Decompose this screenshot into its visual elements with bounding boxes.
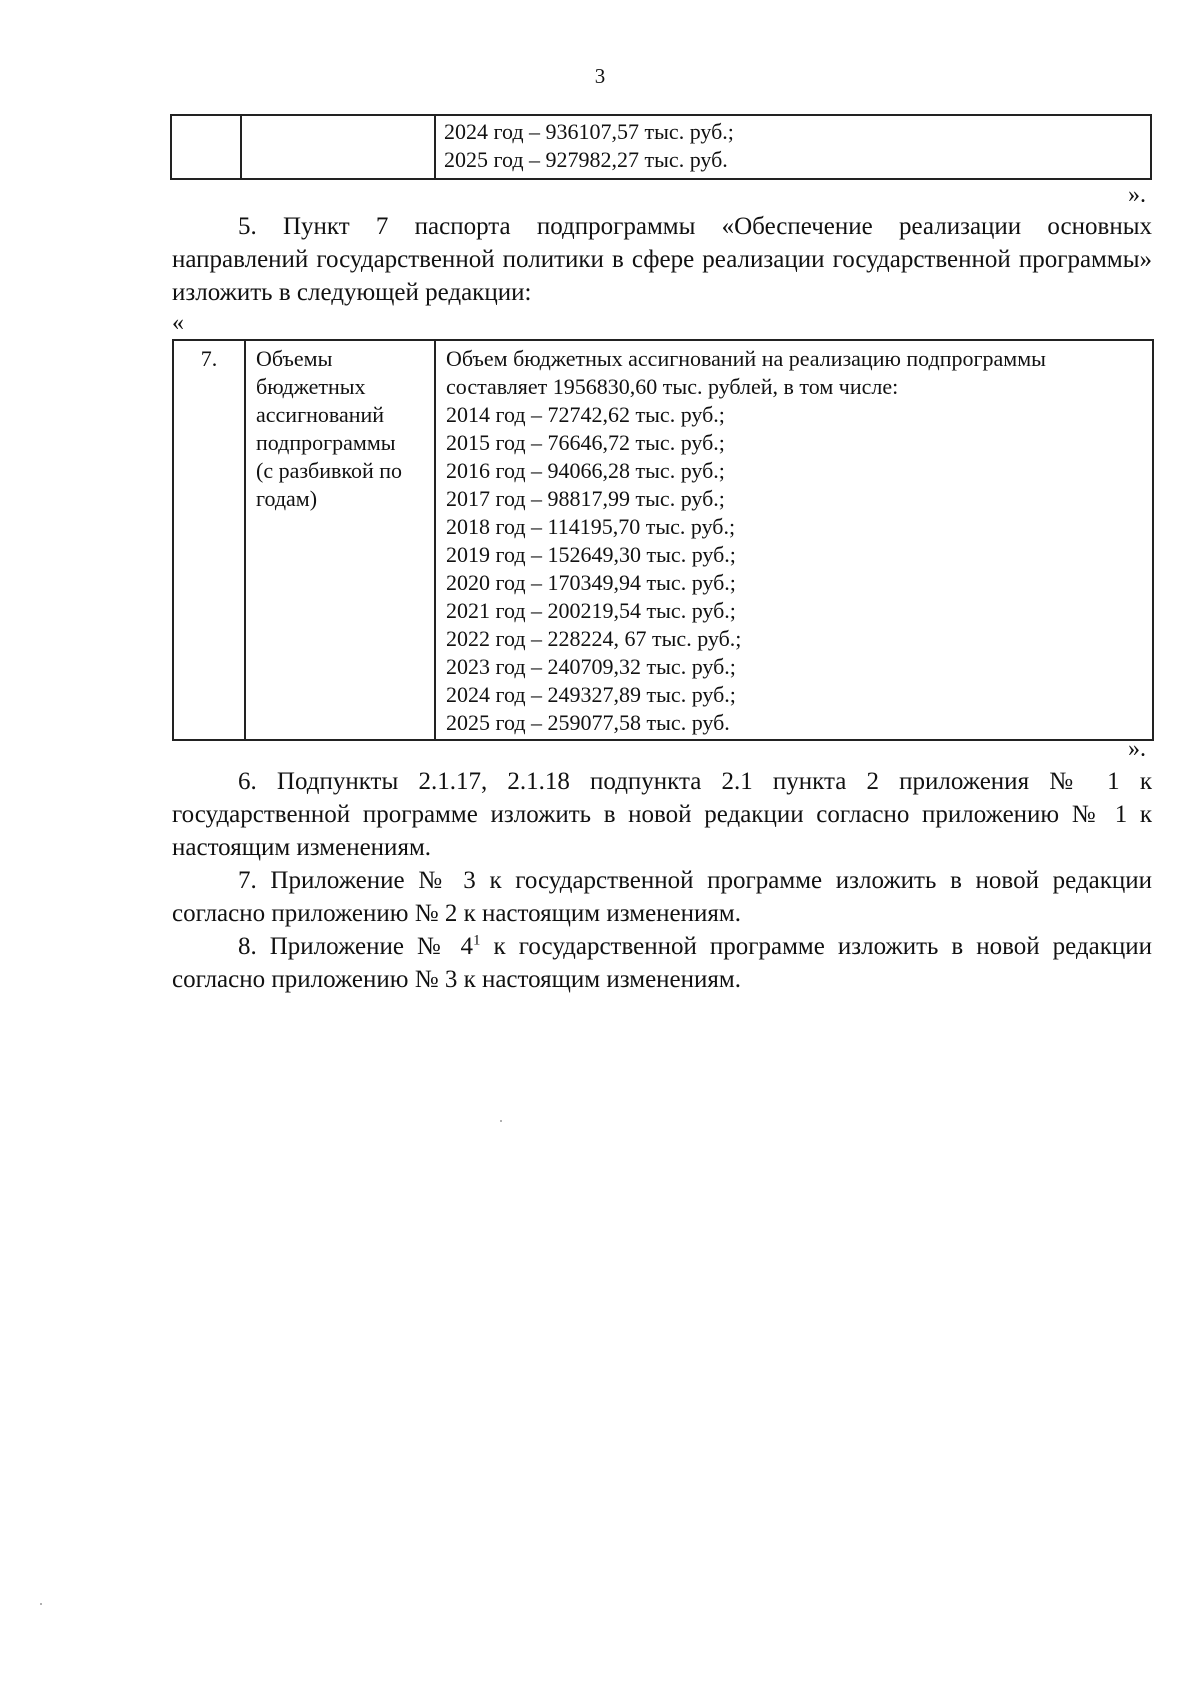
item-7-paragraph — [172, 864, 1152, 930]
label-line: ассигнований — [256, 402, 385, 427]
empty-cell — [241, 115, 435, 179]
subprogram-passport-table — [172, 339, 1154, 741]
year-line: 2024 год – 936107,57 тыс. руб.; — [444, 119, 734, 144]
item-5-paragraph — [172, 210, 1152, 309]
item-6-paragraph — [172, 765, 1152, 864]
year-line: 2016 год – 94066,28 тыс. руб.; — [446, 458, 725, 483]
opening-quote: « — [172, 310, 184, 336]
row-label — [245, 340, 435, 740]
year-line: 2023 год – 240709,32 тыс. руб.; — [446, 654, 736, 679]
item-5-text: 5. Пункт 7 паспорта подпрограммы «Обеспечение реализации основных направлений государственной политики в сфере реализации государственной программы» изложить в следующей редакции: — [172, 213, 1152, 306]
empty-cell — [171, 115, 241, 179]
page-number: 3 — [594, 64, 606, 88]
year-line: 2019 год – 152649,30 тыс. руб.; — [446, 542, 736, 567]
year-line: 2024 год – 249327,89 тыс. руб.; — [446, 682, 736, 707]
year-line: 2015 год – 76646,72 тыс. руб.; — [446, 430, 725, 455]
row-content — [435, 340, 1153, 740]
year-line: 2017 год – 98817,99 тыс. руб.; — [446, 486, 725, 511]
superscript: 1 — [473, 932, 481, 949]
row-number: 7. — [173, 340, 245, 740]
closing-quote: ». — [1128, 736, 1146, 762]
year-line: 2021 год – 200219,54 тыс. руб.; — [446, 598, 736, 623]
scan-speck — [500, 1120, 502, 1122]
label-line: Объемы — [256, 346, 333, 371]
year-line: 2025 год – 259077,58 тыс. руб. — [446, 710, 730, 735]
label-line: бюджетных — [256, 374, 366, 399]
content-line: Объем бюджетных ассигнований на реализацию подпрограммы — [446, 346, 1046, 371]
continued-table-values — [435, 115, 1151, 179]
item-8-text-b: к государственной программе изложить в новой редакции согласно приложению № 3 к настоящим изменениям. — [172, 933, 1152, 993]
year-line: 2025 год – 927982,27 тыс. руб. — [444, 147, 728, 172]
scan-speck — [40, 1603, 42, 1605]
item-8-paragraph — [172, 930, 1152, 996]
item-6-text: 6. Подпункты 2.1.17, 2.1.18 подпункта 2.1 пункта 2 приложения № 1 к государственной программе изложить в новой редакции согласно приложению № 1 к настоящим изменениям. — [172, 768, 1152, 861]
closing-quote: ». — [1128, 182, 1146, 208]
year-line: 2014 год – 72742,62 тыс. руб.; — [446, 402, 725, 427]
item-8-text-a: 8. Приложение № 4 — [238, 933, 474, 960]
year-line: 2020 год – 170349,94 тыс. руб.; — [446, 570, 736, 595]
continued-table — [170, 114, 1152, 180]
label-line: (с разбивкой по — [256, 458, 403, 483]
item-7-text: 7. Приложение № 3 к государственной программе изложить в новой редакции согласно приложению № 2 к настоящим изменениям. — [172, 867, 1152, 927]
year-line: 2018 год – 114195,70 тыс. руб.; — [446, 514, 736, 539]
year-line: 2022 год – 228224, 67 тыс. руб.; — [446, 626, 742, 651]
label-line: годам) — [256, 486, 318, 511]
label-line: подпрограммы — [256, 430, 396, 455]
content-line: составляет 1956830,60 тыс. рублей, в том числе: — [446, 374, 899, 399]
